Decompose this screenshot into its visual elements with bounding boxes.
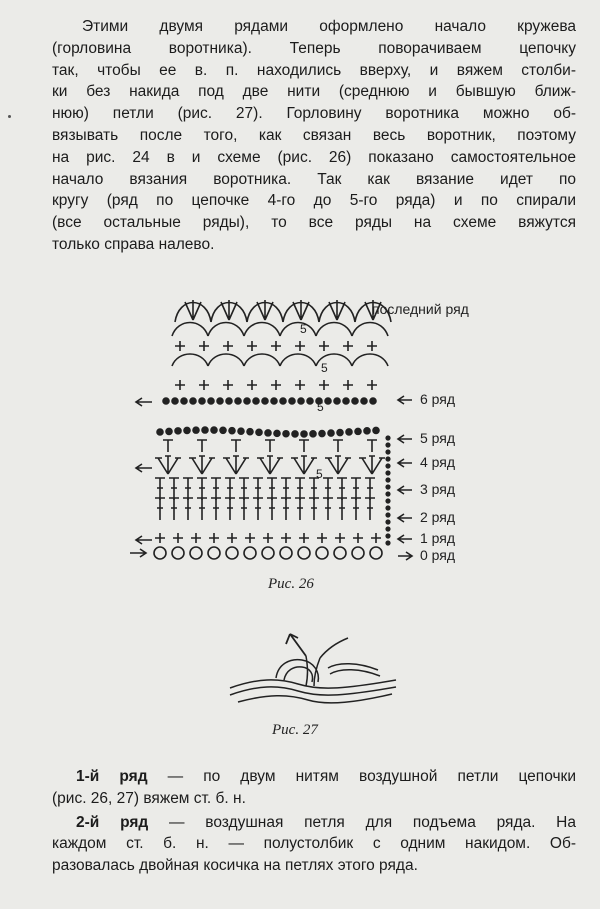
text-line: кругу (ряд по цепочке 4-го до 5-го ряда) и по спирали bbox=[52, 192, 576, 210]
double-crochet-symbol bbox=[211, 498, 221, 520]
chain-dot-symbol bbox=[199, 398, 205, 404]
row-direction-arrow bbox=[136, 536, 152, 544]
label-row-5: 5 ряд bbox=[420, 430, 456, 446]
row-1-title: 1-й ряд bbox=[76, 768, 148, 785]
double-crochet-symbol bbox=[183, 478, 193, 500]
single-crochet-symbol bbox=[263, 533, 273, 543]
chain-stitch-symbol bbox=[172, 547, 184, 559]
edge-dot bbox=[386, 471, 390, 475]
double-crochet-symbol bbox=[211, 478, 221, 500]
edge-dot bbox=[386, 492, 390, 496]
double-crochet-symbol bbox=[253, 498, 263, 520]
chain-stitch-symbol bbox=[370, 547, 382, 559]
edge-dot bbox=[386, 436, 390, 440]
single-crochet-symbol bbox=[295, 341, 305, 351]
chain-arch-symbol bbox=[280, 323, 316, 337]
chain-dot-symbol bbox=[334, 398, 340, 404]
single-crochet-symbol bbox=[247, 341, 257, 351]
chain-dot-symbol bbox=[328, 430, 334, 436]
chain-dot-symbol bbox=[370, 398, 376, 404]
chain-dot-symbol bbox=[325, 398, 331, 404]
single-crochet-symbol bbox=[247, 380, 257, 390]
label-row-1: 1 ряд bbox=[420, 530, 456, 546]
chain-stitch-symbol bbox=[154, 547, 166, 559]
chain-arch-symbol bbox=[208, 323, 244, 337]
single-crochet-symbol bbox=[245, 533, 255, 543]
text-line: только справа налево. bbox=[52, 235, 215, 253]
chain-dot-symbol bbox=[175, 428, 181, 434]
edge-dot bbox=[386, 450, 390, 454]
label-last-row: последний ряд bbox=[372, 301, 469, 317]
label-row-3: 3 ряд bbox=[420, 481, 456, 497]
single-crochet-symbol bbox=[343, 380, 353, 390]
chain-dot-symbol bbox=[166, 428, 172, 434]
edge-dot bbox=[386, 541, 390, 545]
chain-dot-symbol bbox=[352, 398, 358, 404]
double-crochet-symbol bbox=[225, 478, 235, 500]
mark-5: 5 bbox=[300, 322, 307, 336]
row-direction-arrow bbox=[398, 552, 412, 560]
single-crochet-symbol bbox=[335, 533, 345, 543]
chain-dot-symbol bbox=[283, 431, 289, 437]
single-crochet-symbol bbox=[223, 341, 233, 351]
chain-dot-symbol bbox=[343, 398, 349, 404]
text-line: разовалась двойная косичка на петлях этого ряда. bbox=[52, 857, 418, 875]
single-crochet-symbol bbox=[173, 533, 183, 543]
edge-dot bbox=[386, 464, 390, 468]
chain-dot-symbol bbox=[229, 428, 235, 434]
chain-dot-symbol bbox=[262, 398, 268, 404]
chain-dot-symbol bbox=[235, 398, 241, 404]
double-crochet-symbol bbox=[197, 478, 207, 500]
double-crochet-symbol bbox=[323, 498, 333, 520]
edge-dot bbox=[386, 506, 390, 510]
chain-dot-symbol bbox=[364, 428, 370, 434]
chain-arch-symbol bbox=[172, 354, 208, 366]
chain-dot-symbol bbox=[211, 427, 217, 433]
double-crochet-symbol bbox=[183, 498, 193, 520]
double-crochet-symbol bbox=[155, 478, 165, 500]
chain-dot-symbol bbox=[289, 398, 295, 404]
row-direction-arrow bbox=[398, 535, 412, 543]
chain-dot-symbol bbox=[355, 428, 361, 434]
shell-stitch-symbol bbox=[325, 456, 351, 474]
row-direction-arrow bbox=[398, 396, 412, 404]
double-crochet-symbol bbox=[337, 498, 347, 520]
shell-stitch-symbol bbox=[223, 456, 249, 474]
text-fragment: — по двум нитям воздушной петли цепочки bbox=[147, 768, 576, 785]
single-crochet-symbol bbox=[223, 380, 233, 390]
single-crochet-symbol bbox=[343, 341, 353, 351]
single-crochet-symbol bbox=[367, 341, 377, 351]
chain-arch-symbol bbox=[316, 323, 352, 337]
chain-dot-symbol bbox=[157, 429, 163, 435]
edge-dot bbox=[386, 513, 390, 517]
double-crochet-symbol bbox=[267, 498, 277, 520]
double-crochet-symbol bbox=[169, 498, 179, 520]
chain-dot-symbol bbox=[280, 398, 286, 404]
single-crochet-symbol bbox=[367, 380, 377, 390]
row-1-paragraph bbox=[52, 766, 576, 810]
chain-dot-symbol bbox=[310, 431, 316, 437]
single-crochet-symbol bbox=[175, 341, 185, 351]
chain-dot-symbol bbox=[307, 398, 313, 404]
text-fragment: — воздушная петля для подъема ряда. На bbox=[148, 813, 576, 831]
double-crochet-symbol bbox=[295, 478, 305, 500]
mark-5: 5 bbox=[317, 400, 324, 414]
rows-description bbox=[52, 766, 576, 877]
chain-dot-symbol bbox=[265, 430, 271, 436]
single-crochet-symbol bbox=[299, 533, 309, 543]
edge-dot bbox=[386, 485, 390, 489]
chain-dot-symbol bbox=[220, 427, 226, 433]
chain-stitch-symbol bbox=[298, 547, 310, 559]
chain-dot-symbol bbox=[298, 398, 304, 404]
loop-illustration bbox=[228, 628, 398, 708]
edge-dot bbox=[386, 499, 390, 503]
label-row-4: 4 ряд bbox=[420, 454, 456, 470]
chain-dot-symbol bbox=[346, 429, 352, 435]
edge-dot bbox=[386, 443, 390, 447]
edge-dot bbox=[386, 534, 390, 538]
chain-dot-symbol bbox=[208, 398, 214, 404]
stitch-symbol bbox=[265, 440, 275, 452]
double-crochet-symbol bbox=[351, 478, 361, 500]
double-crochet-symbol bbox=[155, 498, 165, 520]
text-line: так, чтобы ее в. п. находились вверху, и вяжем столби- bbox=[52, 61, 576, 79]
figure-26-caption: Рис. 26 bbox=[268, 576, 314, 592]
double-crochet-symbol bbox=[225, 498, 235, 520]
chain-dot-symbol bbox=[202, 427, 208, 433]
chain-arch-symbol bbox=[208, 354, 244, 366]
row-2-title: 2-й ряд bbox=[76, 813, 149, 831]
text-line: начало вязания воротника. Так как вязание идет по bbox=[52, 170, 576, 188]
double-crochet-symbol bbox=[351, 498, 361, 520]
single-crochet-symbol bbox=[191, 533, 201, 543]
chain-dot-symbol bbox=[184, 427, 190, 433]
chain-dot-symbol bbox=[253, 398, 259, 404]
double-crochet-symbol bbox=[239, 478, 249, 500]
chain-dot-symbol bbox=[274, 430, 280, 436]
double-crochet-symbol bbox=[197, 498, 207, 520]
chain-dot-symbol bbox=[217, 398, 223, 404]
chain-dot-symbol bbox=[301, 431, 307, 437]
shell-stitch-symbol bbox=[291, 456, 317, 474]
chain-arch-symbol bbox=[244, 354, 280, 366]
text-line: (горловина воротника). Теперь поворачиваем цепочку bbox=[52, 39, 576, 57]
single-crochet-symbol bbox=[199, 341, 209, 351]
row-direction-arrow bbox=[398, 486, 412, 494]
chain-dot-symbol bbox=[247, 429, 253, 435]
chain-dot-symbol bbox=[271, 398, 277, 404]
edge-dot bbox=[386, 478, 390, 482]
chain-dot-symbol bbox=[337, 430, 343, 436]
shell-stitch-symbol bbox=[257, 456, 283, 474]
chain-arch-symbol bbox=[280, 354, 316, 366]
shell-stitch-symbol bbox=[189, 456, 215, 474]
chain-dot-symbol bbox=[256, 429, 262, 435]
single-crochet-symbol bbox=[371, 533, 381, 543]
chain-stitch-symbol bbox=[352, 547, 364, 559]
edge-dot bbox=[386, 527, 390, 531]
chain-stitch-symbol bbox=[334, 547, 346, 559]
chain-arch-symbol bbox=[172, 323, 208, 337]
chain-dot-symbol bbox=[292, 431, 298, 437]
chain-dot-symbol bbox=[163, 398, 169, 404]
chain-dot-symbol bbox=[319, 431, 325, 437]
single-crochet-symbol bbox=[281, 533, 291, 543]
row-2-paragraph bbox=[52, 812, 576, 877]
single-crochet-symbol bbox=[227, 533, 237, 543]
row-direction-arrow bbox=[398, 459, 412, 467]
double-crochet-symbol bbox=[309, 498, 319, 520]
single-crochet-symbol bbox=[317, 533, 327, 543]
mark-5: 5 bbox=[321, 361, 328, 375]
double-crochet-symbol bbox=[337, 478, 347, 500]
chain-dot-symbol bbox=[193, 427, 199, 433]
figure-27-caption: Рис. 27 bbox=[272, 722, 318, 738]
stitch-symbol bbox=[231, 440, 241, 452]
shell-stitch-symbol bbox=[359, 456, 385, 474]
row-direction-arrow bbox=[130, 549, 146, 557]
text-line: на рис. 24 в и схеме (рис. 26) показано самостоятельное bbox=[52, 148, 576, 166]
chain-stitch-symbol bbox=[226, 547, 238, 559]
chain-dot-symbol bbox=[361, 398, 367, 404]
single-crochet-symbol bbox=[155, 533, 165, 543]
chain-stitch-symbol bbox=[262, 547, 274, 559]
double-crochet-symbol bbox=[267, 478, 277, 500]
chain-dot-symbol bbox=[244, 398, 250, 404]
row-direction-arrow bbox=[136, 398, 152, 406]
single-crochet-symbol bbox=[175, 380, 185, 390]
mark-5: 5 bbox=[316, 467, 323, 481]
chain-dot-symbol bbox=[238, 428, 244, 434]
chain-stitch-symbol bbox=[316, 547, 328, 559]
chain-stitch-symbol bbox=[190, 547, 202, 559]
text-line: вязывать после того, как связан весь воротник, поэтому bbox=[52, 126, 576, 144]
double-crochet-symbol bbox=[295, 498, 305, 520]
row-direction-arrow bbox=[398, 435, 412, 443]
stitch-symbol bbox=[333, 440, 343, 452]
chain-arch-symbol bbox=[244, 323, 280, 337]
chain-dot-symbol bbox=[190, 398, 196, 404]
edge-dot bbox=[386, 520, 390, 524]
stitch-symbol bbox=[197, 440, 207, 452]
speck bbox=[8, 115, 11, 118]
double-crochet-symbol bbox=[169, 478, 179, 500]
chain-dot-symbol bbox=[373, 427, 379, 433]
single-crochet-symbol bbox=[319, 380, 329, 390]
single-crochet-symbol bbox=[271, 380, 281, 390]
chain-arch-symbol bbox=[352, 354, 388, 366]
row-direction-arrow bbox=[398, 514, 412, 522]
text-line: каждом ст. б. н. — полустолбик с одним накидом. Об- bbox=[52, 835, 576, 853]
single-crochet-symbol bbox=[295, 380, 305, 390]
stitch-symbol bbox=[299, 440, 309, 452]
double-crochet-symbol bbox=[281, 498, 291, 520]
double-crochet-symbol bbox=[239, 498, 249, 520]
single-crochet-symbol bbox=[199, 380, 209, 390]
crochet-chart-figure bbox=[0, 285, 600, 575]
edge-dot bbox=[386, 457, 390, 461]
double-crochet-symbol bbox=[253, 478, 263, 500]
chain-dot-symbol bbox=[172, 398, 178, 404]
text-line: (все остальные ряды), то все ряды на схеме вяжутся bbox=[52, 214, 576, 232]
label-row-0: 0 ряд bbox=[420, 547, 456, 563]
double-crochet-symbol bbox=[323, 478, 333, 500]
text-line: нюю) петли (рис. 27). Горловину воротника можно об- bbox=[52, 105, 576, 123]
text-line: Этими двумя рядами оформлено начало кружева bbox=[82, 18, 576, 35]
shell-stitch-symbol bbox=[155, 456, 181, 474]
label-row-2: 2 ряд bbox=[420, 509, 456, 525]
chain-stitch-symbol bbox=[244, 547, 256, 559]
chain-stitch-symbol bbox=[208, 547, 220, 559]
label-row-6: 6 ряд bbox=[420, 391, 456, 407]
stitch-symbol bbox=[367, 440, 377, 452]
single-crochet-symbol bbox=[353, 533, 363, 543]
text-line: (рис. 26, 27) вяжем ст. б. н. bbox=[52, 789, 246, 807]
chain-dot-symbol bbox=[181, 398, 187, 404]
double-crochet-symbol bbox=[281, 478, 291, 500]
intro-paragraph bbox=[52, 16, 576, 256]
chain-arch-symbol bbox=[352, 323, 388, 337]
row-direction-arrow bbox=[136, 464, 152, 472]
single-crochet-symbol bbox=[271, 341, 281, 351]
single-crochet-symbol bbox=[209, 533, 219, 543]
chain-dot-symbol bbox=[226, 398, 232, 404]
chain-stitch-symbol bbox=[280, 547, 292, 559]
stitch-symbol bbox=[163, 440, 173, 452]
text-line: ки без накида под две нити (среднюю и бывшую ближ- bbox=[52, 83, 576, 101]
double-crochet-symbol bbox=[365, 498, 375, 520]
single-crochet-symbol bbox=[319, 341, 329, 351]
double-crochet-symbol bbox=[309, 478, 319, 500]
double-crochet-symbol bbox=[365, 478, 375, 500]
